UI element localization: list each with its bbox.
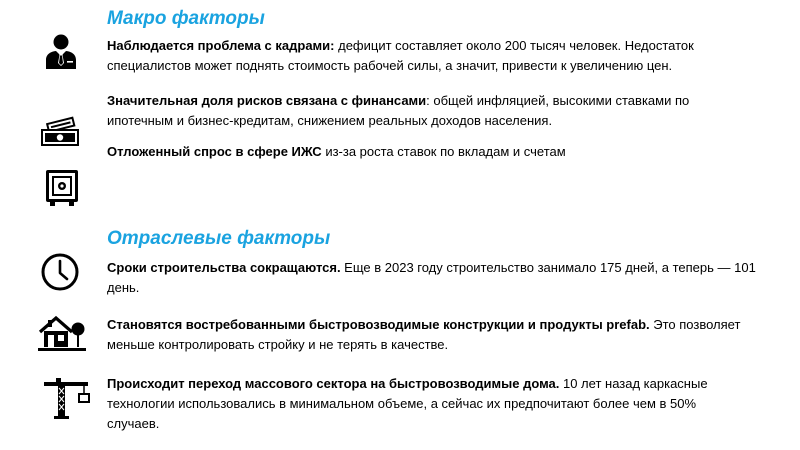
- industry-item-prefab-text: Это позволяет меньше контролировать стройку и не терять в качестве.: [107, 317, 741, 352]
- macro-item-demand-bold: Отложенный спрос в сфере ИЖС: [107, 144, 322, 159]
- industry-item-terms-bold: Сроки строительства сокращаются.: [107, 260, 341, 275]
- safe-icon: [44, 168, 80, 208]
- macro-item-demand: [107, 142, 747, 162]
- crane-icon: [44, 376, 94, 420]
- industry-item-mass-bold: Происходит переход массового сектора на быстровозводимые дома.: [107, 376, 560, 391]
- industry-item-prefab: [107, 315, 767, 355]
- macro-item-finance-text: : общей инфляцией, высокими ставками по ипотечным и бизнес-кредитам, снижением реальных доходов населения.: [107, 93, 690, 128]
- industry-item-terms-text: Еще в 2023 году строительство занимало 175 дней, а теперь — 101 день.: [107, 260, 756, 295]
- clock-icon: [40, 252, 80, 292]
- macro-factors-title: Макро факторы: [107, 8, 265, 29]
- businessman-icon: [43, 33, 79, 69]
- macro-item-finance: [107, 91, 707, 131]
- macro-item-staff-text: дефицит составляет около 200 тысяч человек. Недостаток специалистов может поднять стоимость рабочей силы, а значит, привести к увеличению цен.: [107, 38, 694, 73]
- macro-item-finance-bold: Значительная доля рисков связана с финансами: [107, 93, 427, 108]
- industry-item-prefab-bold: Становятся востребованными быстровозводимые конструкции и продукты prefab.: [107, 317, 650, 332]
- industry-item-mass-text: 10 лет назад каркасные технологии использовались в минимальном объеме, а сейчас их предпочитают более чем в 50% случаев.: [107, 376, 708, 431]
- macro-item-staff: [107, 36, 747, 76]
- house-icon: [38, 312, 86, 352]
- macro-item-staff-bold: Наблюдается проблема с кадрами:: [107, 38, 335, 53]
- industry-item-terms: [107, 258, 757, 298]
- money-icon: [39, 116, 81, 148]
- macro-item-demand-text: из-за роста ставок по вкладам и счетам: [321, 144, 566, 159]
- industry-factors-title: Отраслевые факторы: [107, 228, 331, 249]
- industry-item-mass: [107, 374, 747, 434]
